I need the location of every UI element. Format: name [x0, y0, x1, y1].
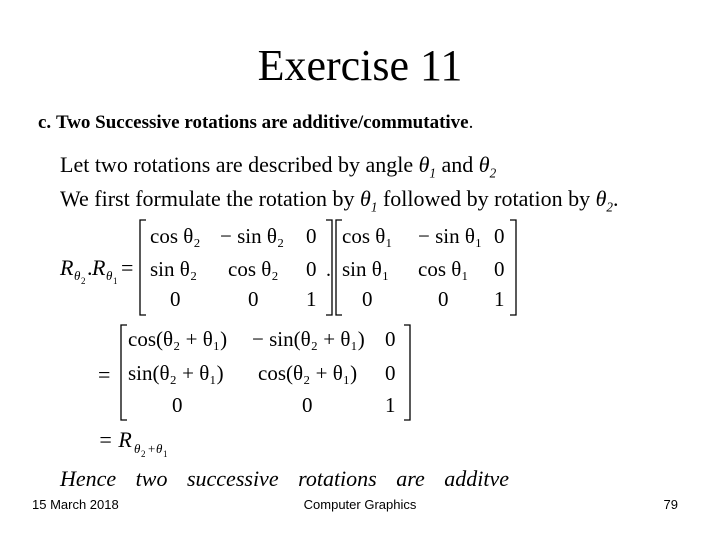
- svg-text:θ: θ: [134, 441, 141, 456]
- svg-text:2: 2: [141, 449, 146, 459]
- intro-line-1-text: Let two rotations are described by angle: [60, 152, 414, 177]
- svg-text:− sin(θ₂ + θ₁): − sin(θ₂ + θ₁): [252, 327, 365, 351]
- matrix-product-dot: .: [326, 259, 331, 281]
- svg-text:.: .: [87, 255, 93, 280]
- matrix-c: [128, 327, 396, 417]
- svg-text:cos(θ₂ + θ₁): cos(θ₂ + θ₁): [258, 361, 358, 385]
- svg-text:0: 0: [302, 393, 313, 417]
- svg-text:cos θ₁: cos θ₁: [418, 257, 469, 281]
- footer-page-number: 79: [663, 497, 678, 512]
- svg-text:0: 0: [248, 287, 259, 311]
- svg-text:0: 0: [494, 224, 505, 248]
- intro-line-1: Let two rotations are described by angle $\theta_1$ and $\theta_2$: [60, 152, 497, 181]
- svg-text:1: 1: [113, 276, 118, 286]
- svg-text:0: 0: [170, 287, 181, 311]
- svg-text:θ: θ: [156, 441, 163, 456]
- svg-text:0: 0: [438, 287, 449, 311]
- svg-text:0: 0: [362, 287, 373, 311]
- slide-title: Exercise 11: [257, 41, 463, 90]
- svg-text:sin(θ₂ + θ₁): sin(θ₂ + θ₁): [128, 361, 224, 385]
- svg-text:= R: = R: [98, 427, 132, 452]
- product-lhs: [59, 255, 133, 286]
- svg-text:cos θ₂: cos θ₂: [150, 224, 201, 248]
- svg-text:R: R: [92, 255, 106, 280]
- svg-text:sin θ₁: sin θ₁: [342, 257, 390, 281]
- subtitle-label: c.: [38, 112, 52, 133]
- svg-text:1: 1: [163, 449, 168, 459]
- svg-text:cos θ₂: cos θ₂: [228, 257, 279, 281]
- svg-text:=: =: [121, 255, 134, 280]
- matrix-a: [150, 224, 317, 311]
- intro-line-1-and: and: [441, 152, 474, 177]
- svg-text:cos θ₁: cos θ₁: [342, 224, 393, 248]
- svg-text:2: 2: [81, 276, 86, 286]
- intro-line-2-text: We first formulate the rotation by: [60, 186, 355, 211]
- svg-text:R: R: [60, 255, 74, 280]
- matrix-b: [342, 224, 505, 311]
- svg-text:0: 0: [385, 361, 396, 385]
- svg-text:cos(θ₂ + θ₁): cos(θ₂ + θ₁): [128, 327, 228, 351]
- svg-text:1: 1: [385, 393, 396, 417]
- subtitle-end: .: [468, 112, 474, 133]
- svg-text:sin θ₂: sin θ₂: [150, 257, 198, 281]
- svg-text:− sin θ₁: − sin θ₁: [418, 224, 483, 248]
- footer-course: Computer Graphics: [303, 497, 417, 512]
- intro-line-2-mid: followed by rotation by: [382, 186, 591, 211]
- subtitle-text: Two Successive rotations are additive/commutative: [55, 112, 469, 133]
- svg-text:0: 0: [172, 393, 183, 417]
- intro-line-2: We first formulate the rotation by $\theta_1$ followed by rotation by $\theta_2$.: [60, 186, 619, 215]
- svg-text:0: 0: [306, 224, 317, 248]
- conclusion-text: Hence two successive rotations are additve: [60, 466, 509, 491]
- svg-text:θ: θ: [106, 268, 113, 283]
- svg-text:+: +: [148, 441, 156, 456]
- svg-text:0: 0: [494, 257, 505, 281]
- svg-text:1: 1: [306, 287, 317, 311]
- equals-sign-2: =: [98, 362, 111, 387]
- svg-text:1: 1: [494, 287, 505, 311]
- svg-text:θ: θ: [74, 268, 81, 283]
- svg-text:0: 0: [306, 257, 317, 281]
- result-expression: [98, 427, 168, 459]
- svg-text:0: 0: [385, 327, 396, 351]
- svg-text:− sin θ₂: − sin θ₂: [220, 224, 285, 248]
- footer-date: 15 March 2018: [32, 497, 119, 512]
